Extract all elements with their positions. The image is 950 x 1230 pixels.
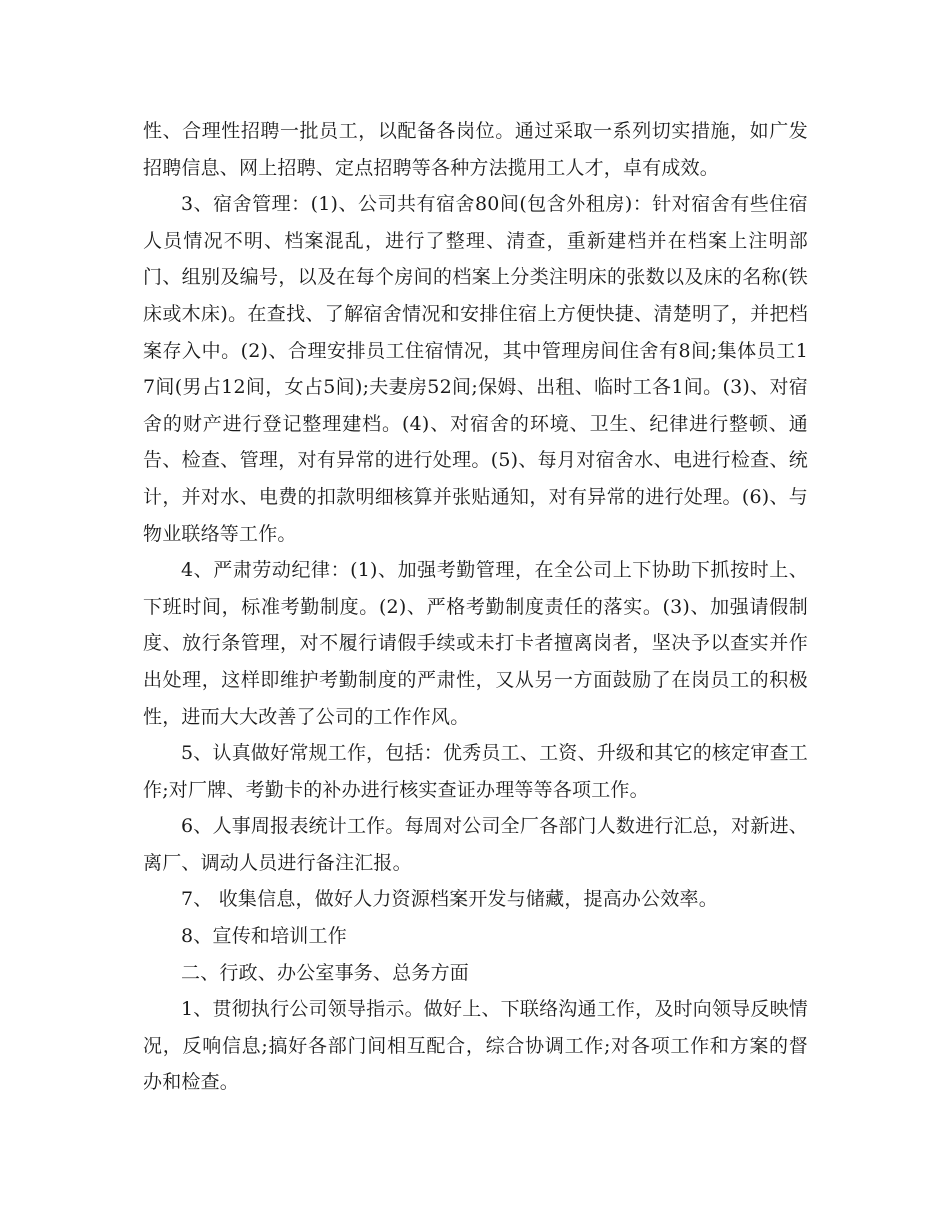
paragraph-recruitment-continued: 性、合理性招聘一批员工，以配备各岗位。通过采取一系列切实措施，如广发招聘信息、网上招聘、定点招聘等各种方法揽用工人才，卓有成效。 — [143, 120, 808, 179]
paragraph-labor-discipline: 4、严肃劳动纪律：(1)、加强考勤管理，在全公司上下协助下抓按时上、下班时间，标准考勤制度。(2)、严格考勤制度责任的落实。(3)、加强请假制度、放行条管理，对不履行请假手续或未打卡者擅离岗者，坚决予以查实并作出处理，这样即维护考勤制度的严肃性，又从另一方面鼓励了在岗员工的积极性，进而大大改善了公司的工作作风。 — [143, 559, 808, 728]
section-heading-administration: 二、行政、办公室事务、总务方面 — [181, 961, 470, 984]
document-body — [143, 113, 808, 1101]
paragraph-routine-work: 5、认真做好常规工作，包括：优秀员工、工资、升级和其它的核定审查工作;对厂牌、考勤卡的补办进行核实查证办理等等各项工作。 — [143, 742, 808, 801]
paragraph-training: 8、宣传和培训工作 — [181, 925, 347, 948]
paragraph-dormitory-management: 3、宿舍管理：(1)、公司共有宿舍80间(包含外租房)：针对宿舍有些住宿人员情况不明、档案混乱，进行了整理、清查，重新建档并在档案上注明部门、组别及编号，以及在每个房间的档案上分类注明床的张数以及床的名称(铁床或木床)。在查找、了解宿舍情况和安排住宿上方便快捷、清楚明了，并把档案存入中。(2)、合理安排员工住宿情况，其中管理房间住舍有8间;集体员工17间(男占12间，女占5间);夫妻房52间;保姆、出租、临时工各1间。(3)、对宿舍的财产进行登记整理建档。(4)、对宿舍的环境、卫生、纪律进行整顿、通告、检查、管理，对有异常的进行处理。(5)、每月对宿舍水、电进行检查、统计，并对水、电费的扣款明细核算并张贴通知，对有异常的进行处理。(6)、与物业联络等工作。 — [143, 193, 808, 545]
paragraph-leadership-instructions: 1、贯彻执行公司领导指示。做好上、下联络沟通工作，及时向领导反映情况，反响信息;搞好各部门间相互配合，综合协调工作;对各项工作和方案的督办和检查。 — [143, 998, 808, 1094]
paragraph-weekly-report: 6、人事周报表统计工作。每周对公司全厂各部门人数进行汇总，对新进、离厂、调动人员进行备注汇报。 — [143, 815, 808, 874]
paragraph-information-collection: 7、 收集信息，做好人力资源档案开发与储藏，提高办公效率。 — [181, 888, 718, 911]
